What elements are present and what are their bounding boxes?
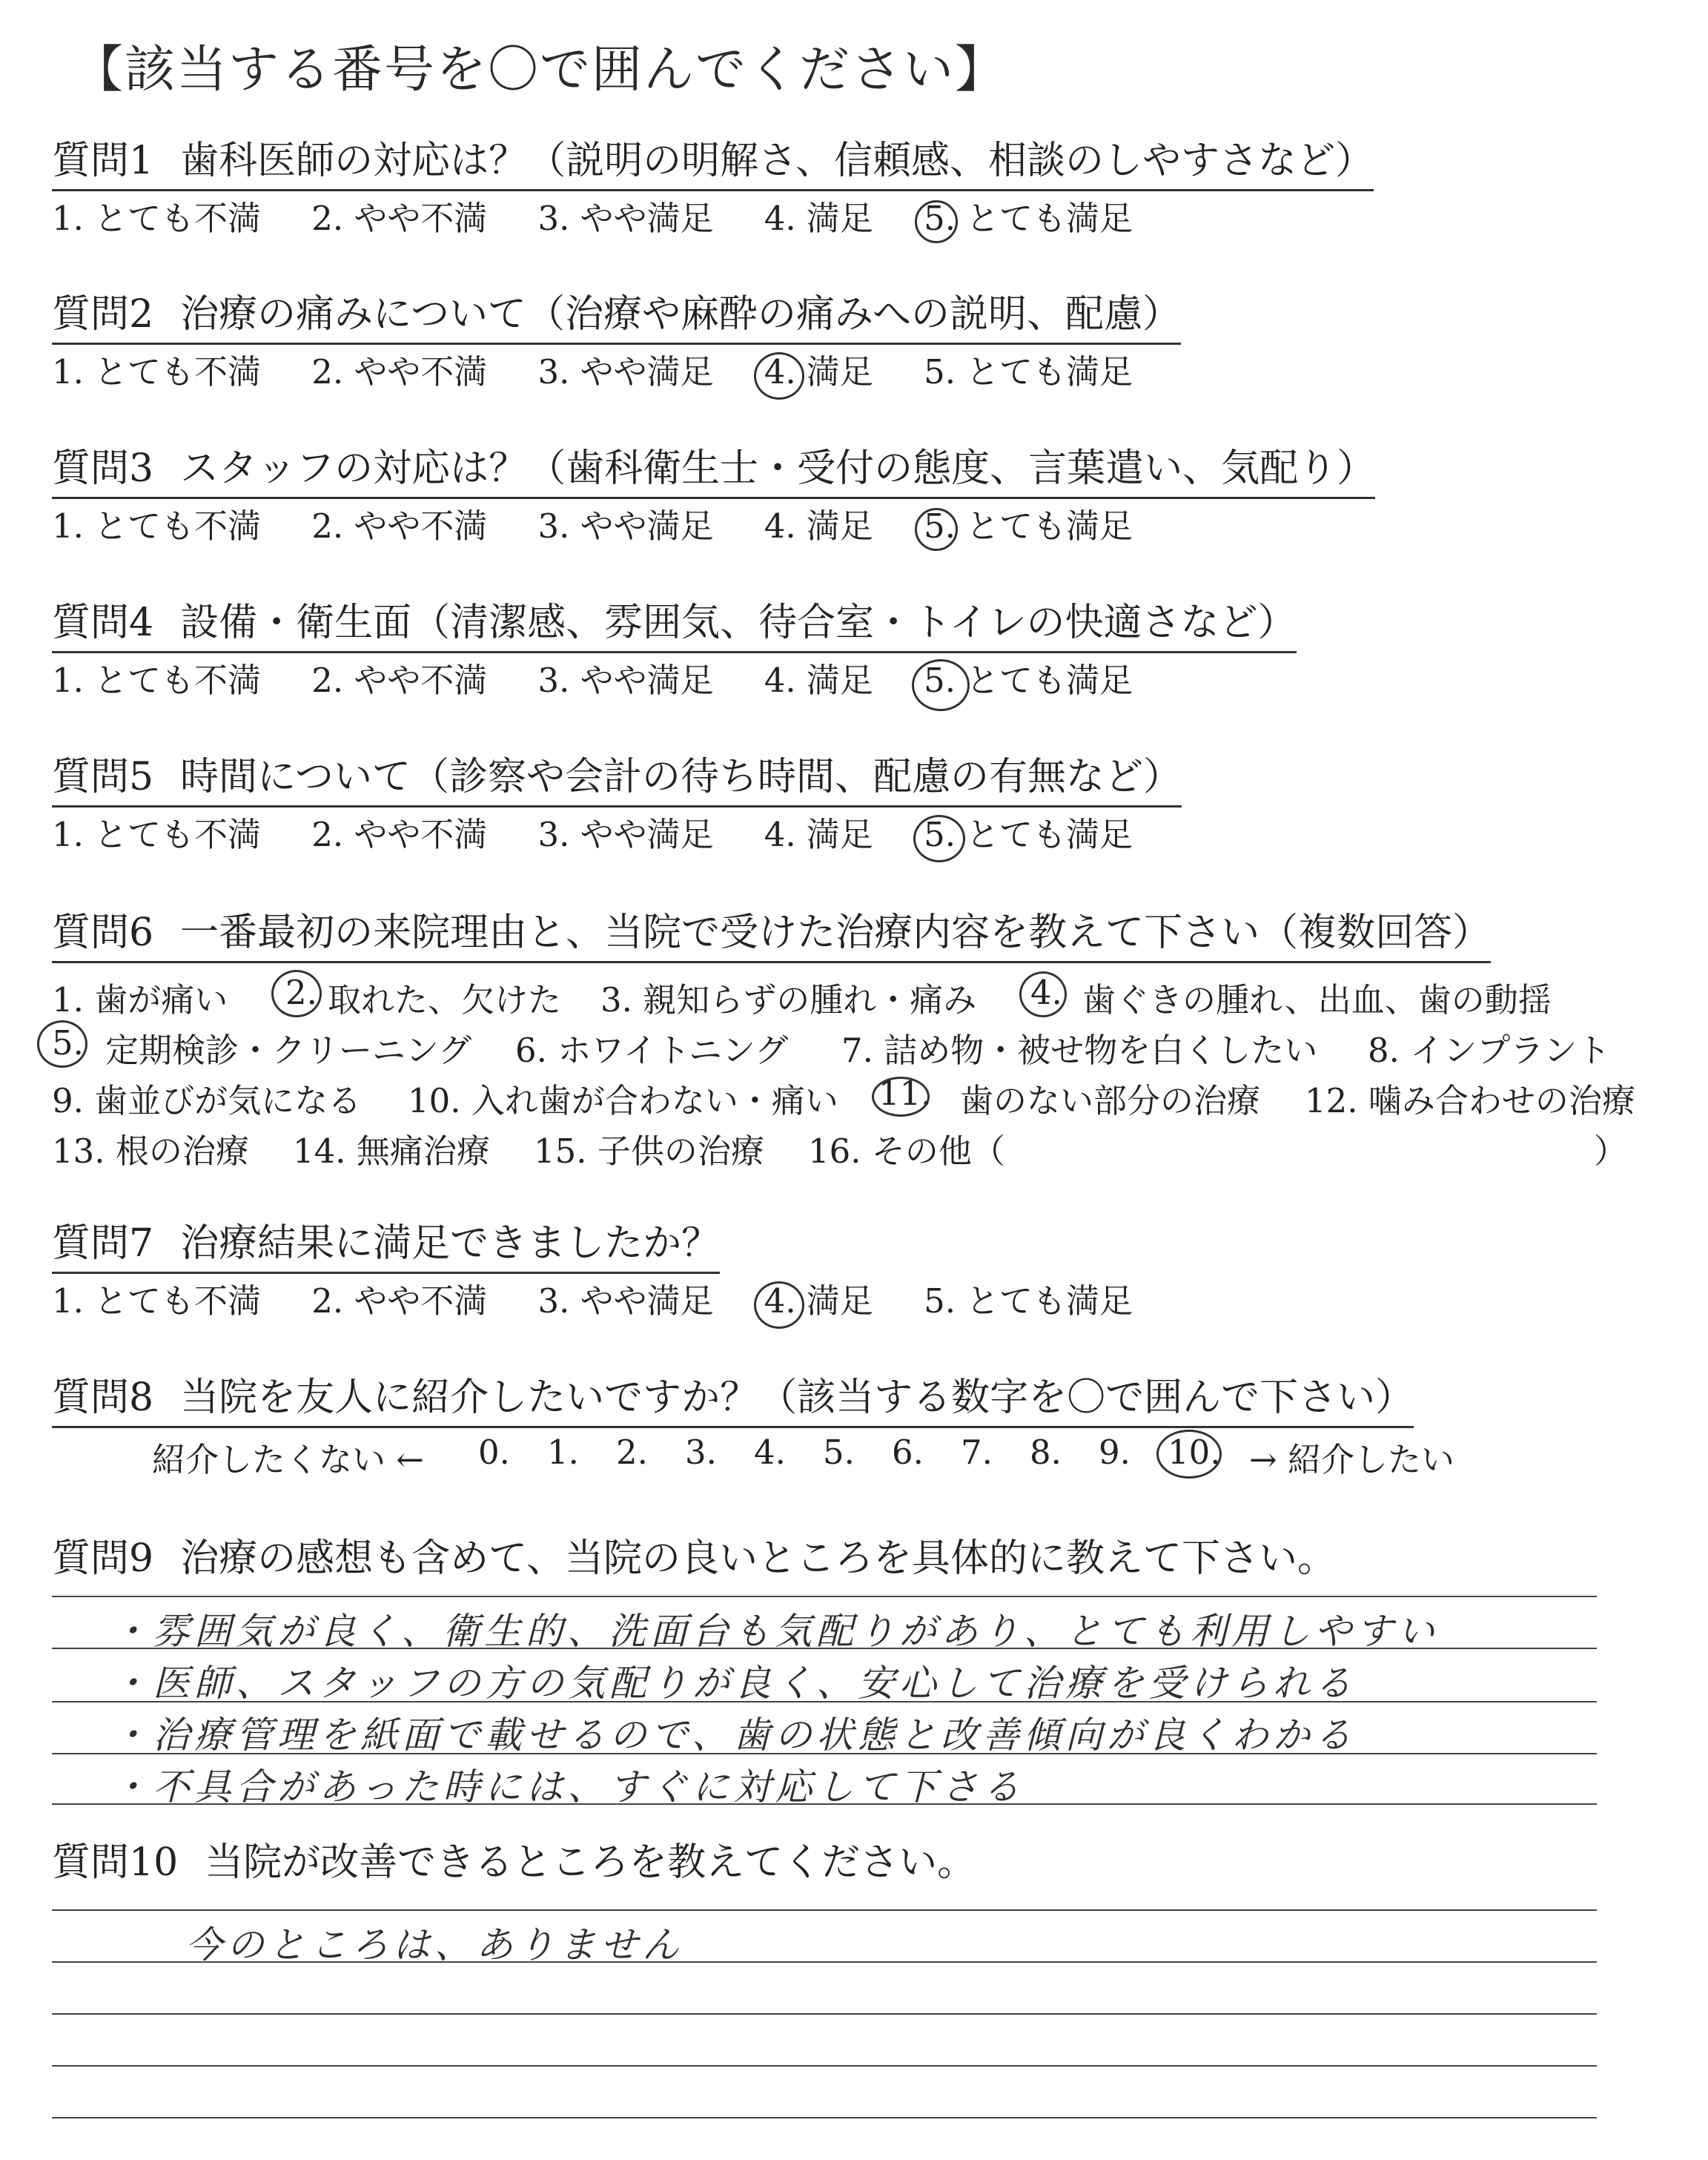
q6-option-11[interactable]: 11. [878,1074,932,1113]
handwritten-answer: 今のところは、ありません [185,1923,683,1966]
question-1 [52,137,1374,242]
option-4[interactable]: 4. 満足 [764,815,873,854]
q6-option-16[interactable]: 16. その他（ [808,1132,1005,1171]
question-6 [52,909,1491,963]
question-2 [52,291,1181,395]
q6-option-8[interactable]: 8. インプラント [1368,1031,1611,1070]
handwritten-answer: ・医師、スタッフの方の気配りが良く、安心して治療を受けられる [111,1662,1356,1705]
q6-option-2-label[interactable]: 取れた、欠けた [328,980,562,1020]
q6-option-9[interactable]: 9. 歯並びが気になる [52,1081,362,1120]
scale-5[interactable]: 5. [823,1433,855,1472]
question-10: 質問10 当院が改善できるところを教えてください。 [52,1840,976,1885]
option-5[interactable]: 5. とても満足 [924,503,1133,549]
question-heading: 質問8 当院を友人に紹介したいですか？（該当する数字を〇で囲んで下さい） [52,1374,1414,1428]
option-4[interactable]: 4. 満足 [764,506,873,546]
scale-9[interactable]: 9. [1099,1433,1131,1472]
question-heading: 質問6 一番最初の来院理由と、当院で受けた治療内容を教えて下さい（複数回答） [52,909,1491,963]
option-1[interactable]: 1. とても不満 [52,661,261,700]
scale-1[interactable]: 1. [547,1433,579,1472]
option-3[interactable]: 3. やや満足 [537,199,714,238]
option-5[interactable]: 5. とても満足 [924,812,1133,858]
q6-option-4[interactable]: 4. [1030,973,1062,1012]
option-1[interactable]: 1. とても不満 [52,199,261,238]
scale-2[interactable]: 2. [616,1433,648,1472]
q6-option-13[interactable]: 13. 根の治療 [52,1132,249,1171]
option-4[interactable]: 4. 満足 [764,661,873,700]
option-5[interactable]: 5. とても満足 [924,1281,1133,1321]
rating-options[interactable] [52,503,1375,549]
option-2[interactable]: 2. やや不満 [311,661,488,700]
handwritten-answer: ・治療管理を紙面で載せるので、歯の状態と改善傾向が良くわかる [111,1714,1356,1757]
option-2[interactable]: 2. やや不満 [311,352,488,392]
question-4 [52,599,1297,704]
option-2[interactable]: 2. やや不満 [311,1281,488,1321]
q6-option-10[interactable]: 10. 入れ歯が合わない・痛い [408,1081,838,1120]
scale-3[interactable]: 3. [685,1433,717,1472]
option-3[interactable]: 3. やや満足 [537,661,714,700]
option-4[interactable]: 4. 満足 [764,1278,873,1324]
option-3[interactable]: 3. やや満足 [537,815,714,854]
option-5[interactable]: 5. とても満足 [924,658,1133,704]
rating-options[interactable] [52,349,1181,395]
page-title: 【該当する番号を〇で囲んでください】 [73,41,1007,99]
q6-option-11-label[interactable]: 歯のない部分の治療 [960,1081,1261,1120]
rating-options[interactable] [52,658,1297,704]
question-heading: 質問5 時間について（診察や会計の待ち時間、配慮の有無など） [52,753,1182,807]
q6-option-5-label[interactable]: 定期検診・クリーニング [105,1031,472,1070]
q6-option-1[interactable]: 1. 歯が痛い [52,980,228,1020]
question-9: 質問9 治療の感想も含めて、当院の良いところを具体的に教えて下さい。 [52,1536,1337,1581]
answer-line [52,1596,1597,1597]
scale-7[interactable]: 7. [961,1433,993,1472]
option-1[interactable]: 1. とても不満 [52,815,261,854]
q6-option-6[interactable]: 6. ホワイトニング [515,1031,789,1070]
q6-option-2[interactable]: 2. [285,973,317,1012]
option-1[interactable]: 1. とても不満 [52,1281,261,1321]
q6-option-12[interactable]: 12. 噛み合わせの治療 [1305,1081,1635,1120]
option-2[interactable]: 2. やや不満 [311,815,488,854]
option-3[interactable]: 3. やや満足 [537,506,714,546]
question-5 [52,753,1182,858]
scale-right-label: → 紹介したい [1249,1440,1455,1479]
scale-0[interactable]: 0. [478,1433,510,1472]
q6-option-5[interactable]: 5. [52,1023,84,1063]
answer-line [52,2013,1597,2015]
q6-option-4-label[interactable]: 歯ぐきの腫れ、出血、歯の動揺 [1082,980,1552,1020]
option-3[interactable]: 3. やや満足 [537,352,714,392]
option-5[interactable]: 5. とても満足 [924,352,1133,392]
question-7 [52,1220,1173,1324]
scale-8[interactable]: 8. [1030,1433,1062,1472]
handwritten-answer: ・不具合があった時には、すぐに対応して下さる [111,1766,1025,1809]
scale-10[interactable]: 10. [1168,1433,1221,1472]
question-heading: 質問7 治療結果に満足できましたか？ [52,1220,720,1274]
answer-line [52,2065,1597,2067]
q6-option-7[interactable]: 7. 詰め物・被せ物を白くしたい [841,1031,1318,1070]
q6-option-14[interactable]: 14. 無痛治療 [293,1132,490,1171]
rating-options[interactable] [52,196,1374,242]
answer-line [52,1909,1597,1911]
option-2[interactable]: 2. やや不満 [311,199,488,238]
answer-line [52,2117,1597,2118]
scale-6[interactable]: 6. [892,1433,924,1472]
rating-options[interactable] [52,1278,1173,1324]
handwritten-answer: ・雰囲気が良く、衛生的、洗面台も気配りがあり、とても利用しやすい [111,1610,1439,1653]
option-3[interactable]: 3. やや満足 [537,1281,714,1321]
question-heading: 質問2 治療の痛みについて（治療や麻酔の痛みへの説明、配慮） [52,291,1181,345]
rating-options[interactable] [52,812,1182,858]
option-1[interactable]: 1. とても不満 [52,506,261,546]
question-3 [52,445,1375,549]
option-4[interactable]: 4. 満足 [764,349,873,395]
scale-4[interactable]: 4. [754,1433,786,1472]
question-heading: 質問4 設備・衛生面（清潔感、雰囲気、待合室・トイレの快適さなど） [52,599,1297,653]
q6-option-15[interactable]: 15. 子供の治療 [534,1132,764,1171]
option-1[interactable]: 1. とても不満 [52,352,261,392]
question-8 [52,1374,1414,1428]
option-4[interactable]: 4. 満足 [764,199,873,238]
q6-option-16-close: ） [1594,1132,1628,1171]
option-2[interactable]: 2. やや不満 [311,506,488,546]
question-heading: 質問3 スタッフの対応は？（歯科衛生士・受付の態度、言葉遣い、気配り） [52,445,1375,499]
q6-option-3[interactable]: 3. 親知らずの腫れ・痛み [600,980,977,1020]
scale-left-label: 紹介したくない ← [152,1440,425,1479]
question-heading: 質問1 歯科医師の対応は？（説明の明解さ、信頼感、相談のしやすさなど） [52,137,1374,191]
option-5[interactable]: 5. とても満足 [924,196,1133,242]
